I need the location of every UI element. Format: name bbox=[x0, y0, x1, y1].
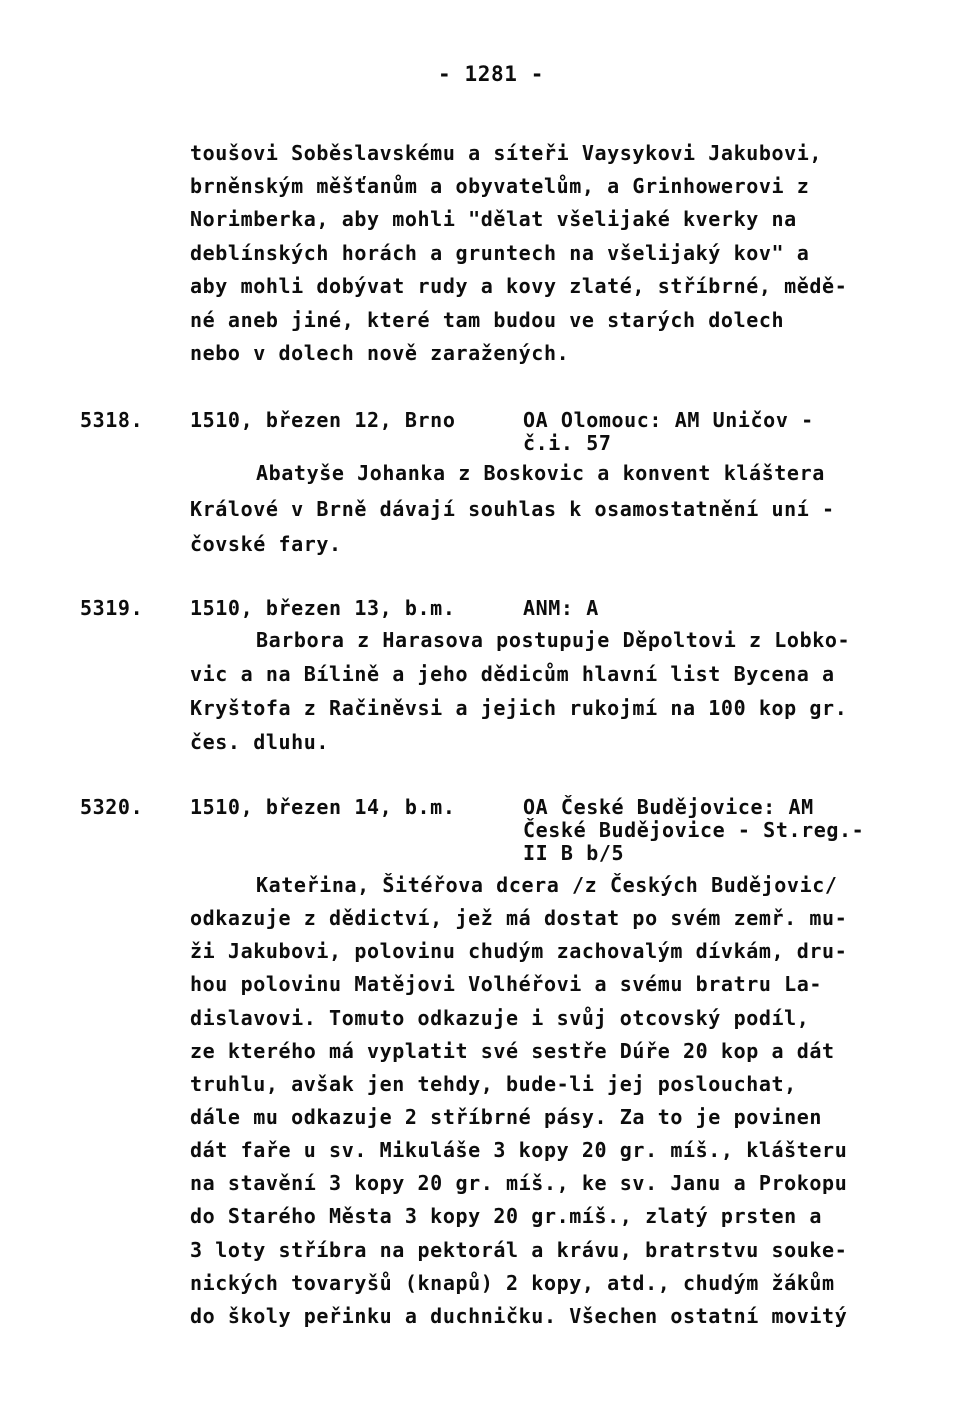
archive-reference: OA Olomouc: AM Uničov - bbox=[523, 408, 814, 432]
archive-reference: OA České Budějovice: AM bbox=[523, 795, 814, 819]
archive-reference: II B b/5 bbox=[523, 841, 625, 865]
text-line: 3 loty stříbra na pektorál a krávu, bratrstvu souke- bbox=[190, 1238, 848, 1262]
text-line: Kryštofa z Račiněvsi a jejich rukojmí na 100 kop gr. bbox=[190, 696, 848, 720]
text-line: odkazuje z dědictví, jež má dostat po svém zemř. mu- bbox=[190, 906, 848, 930]
page-number: - 1281 - bbox=[438, 62, 544, 86]
entry-date: 1510, březen 12, Brno bbox=[190, 408, 456, 432]
archive-reference: č.i. 57 bbox=[523, 431, 612, 455]
text-line: do školy peřinku a duchničku. Všechen ostatní movitý bbox=[190, 1304, 848, 1328]
entry-number: 5320. bbox=[80, 795, 144, 819]
archive-reference: České Budějovice - St.reg.- bbox=[523, 818, 865, 842]
text-line: Barbora z Harasova postupuje Děpoltovi z Lobko- bbox=[256, 628, 851, 652]
text-line: dát faře u sv. Mikuláše 3 kopy 20 gr. míš., klášteru bbox=[190, 1138, 848, 1162]
text-line: čes. dluhu. bbox=[190, 730, 330, 754]
text-line: do Starého Města 3 kopy 20 gr.míš., zlatý prsten a bbox=[190, 1204, 823, 1228]
text-line: ze kterého má vyplatit své sestře Dúře 20 kop a dát bbox=[190, 1039, 835, 1063]
text-line: brněnským měšťanům a obyvatelům, a Grinhowerovi z bbox=[190, 174, 810, 198]
text-line: čovské fary. bbox=[190, 532, 342, 556]
text-line: Králové v Brně dávají souhlas k osamostatnění uní - bbox=[190, 497, 835, 521]
entry-number: 5318. bbox=[80, 408, 144, 432]
text-line: nických tovaryšů (knapů) 2 kopy, atd., chudým žákům bbox=[190, 1271, 835, 1295]
text-line: ži Jakubovi, polovinu chudým zachovalým dívkám, dru- bbox=[190, 939, 848, 963]
text-line: nebo v dolech nově zaražených. bbox=[190, 341, 570, 365]
text-line: vic a na Bílině a jeho dědicům hlavní list Bycena a bbox=[190, 662, 835, 686]
text-line: dále mu odkazuje 2 stříbrné pásy. Za to je povinen bbox=[190, 1105, 823, 1129]
text-line: Kateřina, Šitéřova dcera /z Českých Budějovic/ bbox=[256, 873, 838, 897]
text-line: na stavění 3 kopy 20 gr. míš., ke sv. Janu a Prokopu bbox=[190, 1171, 848, 1195]
text-line: toušovi Soběslavskému a síteři Vaysykovi Jakubovi, bbox=[190, 141, 823, 165]
archive-reference: ANM: A bbox=[523, 596, 599, 620]
text-line: truhlu, avšak jen tehdy, bude-li jej poslouchat, bbox=[190, 1072, 797, 1096]
text-line: dislavovi. Tomuto odkazuje i svůj otcovský podíl, bbox=[190, 1006, 810, 1030]
text-line: Norimberka, aby mohli "dělat všelijaké kverky na bbox=[190, 207, 797, 231]
entry-date: 1510, březen 13, b.m. bbox=[190, 596, 456, 620]
text-line: aby mohli dobývat rudy a kovy zlaté, stříbrné, mědě- bbox=[190, 274, 848, 298]
text-line: deblínských horách a gruntech na všelijaký kov" a bbox=[190, 241, 810, 265]
entry-date: 1510, březen 14, b.m. bbox=[190, 795, 456, 819]
text-line: hou polovinu Matějovi Volhéřovi a svému bratru La- bbox=[190, 972, 823, 996]
entry-number: 5319. bbox=[80, 596, 144, 620]
text-line: Abatyše Johanka z Boskovic a konvent kláštera bbox=[256, 461, 825, 485]
text-line: né aneb jiné, které tam budou ve starých dolech bbox=[190, 308, 785, 332]
